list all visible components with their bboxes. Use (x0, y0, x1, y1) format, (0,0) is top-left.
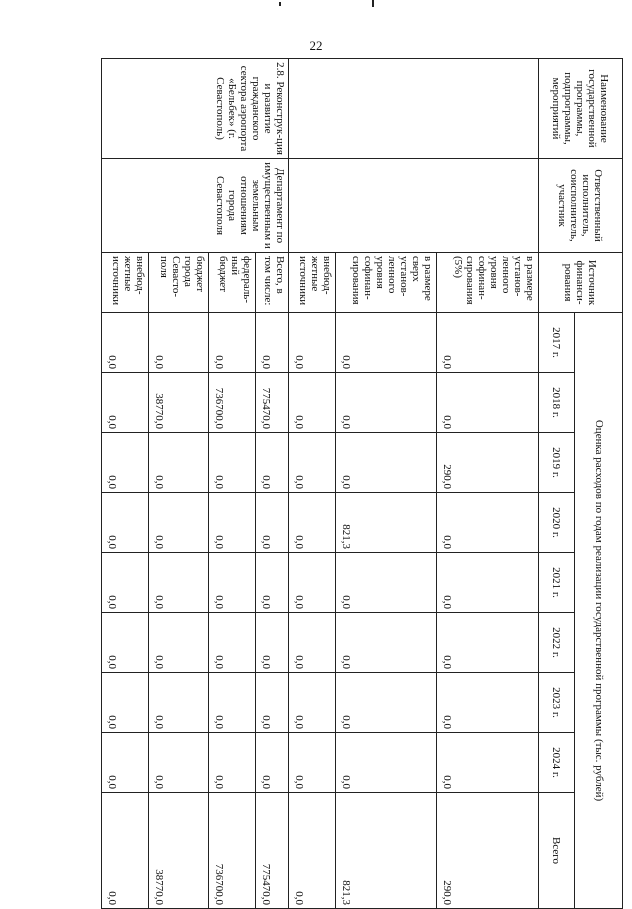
cell-total: 290,0 (437, 793, 538, 909)
header-year: 2019 г. (538, 433, 574, 493)
cell-value: 0,0 (335, 373, 436, 433)
header-year: 2020 г. (538, 493, 574, 553)
rotated-table-container (101, 58, 623, 906)
cell-value: 0,0 (148, 733, 208, 793)
cell-value: 0,0 (437, 553, 538, 613)
cell-value: 0,0 (437, 313, 538, 373)
cell-source: федераль-ный бюджет (209, 253, 256, 313)
cell-source: бюджет города Севасто-поля (148, 253, 208, 313)
header-year: 2017 г. (538, 313, 574, 373)
cell-value: 0,0 (255, 553, 288, 613)
cell-value: 0,0 (255, 673, 288, 733)
cell-value: 0,0 (437, 673, 538, 733)
cell-value: 821,3 (335, 493, 436, 553)
cell-value: 0,0 (335, 613, 436, 673)
cell-value: 0,0 (102, 553, 149, 613)
cell-value: 0,0 (148, 553, 208, 613)
cell-source: Всего, в том числе: (255, 253, 288, 313)
header-source: Источник финанси-рования (538, 253, 622, 313)
header-group-title: Оценка расходов по годам реализации государственной программы (тыс. рублей) (575, 313, 623, 909)
header-year: 2023 г. (538, 673, 574, 733)
header-year: 2021 г. (538, 553, 574, 613)
table-row (437, 59, 538, 909)
cell-source: внебюд-жетные источники (289, 253, 336, 313)
cell-value: 0,0 (289, 313, 336, 373)
cell-value: 0,0 (335, 673, 436, 733)
cell-value: 0,0 (102, 433, 149, 493)
cell-value: 0,0 (148, 673, 208, 733)
cell-value: 0,0 (255, 313, 288, 373)
activity-responsible: Департамент по имущественным и земельным отношениям города Севастополя (102, 159, 289, 253)
cell-value: 0,0 (255, 493, 288, 553)
cell-value: 0,0 (209, 613, 256, 673)
activity-name: 2.8. Реконструк-ция и развитие гражданского сектора аэропорта «Бельбек» (г. Севастополь) (102, 59, 289, 159)
cell-name-empty (289, 59, 539, 159)
cell-value: 0,0 (102, 373, 149, 433)
cell-value: 0,0 (437, 733, 538, 793)
cell-value: 0,0 (255, 433, 288, 493)
cell-value: 0,0 (335, 313, 436, 373)
cell-value: 0,0 (255, 733, 288, 793)
cell-total: 0,0 (102, 793, 149, 909)
cell-value: 0,0 (289, 673, 336, 733)
cell-total: 736700,0 (209, 793, 256, 909)
cell-value: 0,0 (209, 553, 256, 613)
cell-value: 0,0 (289, 373, 336, 433)
cell-value: 38770,0 (148, 373, 208, 433)
cell-value: 0,0 (209, 433, 256, 493)
cell-value: 0,0 (148, 613, 208, 673)
cell-value: 290,0 (437, 433, 538, 493)
cell-value: 0,0 (289, 433, 336, 493)
cell-source: в размере установ-ленного уровня софинан-сирования (5%) (437, 253, 538, 313)
cell-total: 821,3 (335, 793, 436, 909)
cell-value: 0,0 (102, 733, 149, 793)
header-year: 2024 г. (538, 733, 574, 793)
cell-value: 0,0 (102, 673, 149, 733)
cell-value: 0,0 (209, 673, 256, 733)
cell-value: 0,0 (335, 733, 436, 793)
cell-total: 775470,0 (255, 793, 288, 909)
table-row (255, 59, 288, 909)
cell-value: 0,0 (335, 553, 436, 613)
cell-value: 736700,0 (209, 373, 256, 433)
budget-table (101, 58, 623, 909)
cell-value: 0,0 (335, 433, 436, 493)
cell-source: внебюд-жетные источники (102, 253, 149, 313)
cell-value: 0,0 (148, 313, 208, 373)
cell-source: в размере сверх установ-ленного уровня софинан-сирования (335, 253, 436, 313)
header-total: Всего (538, 793, 574, 909)
cell-value: 0,0 (437, 613, 538, 673)
cell-value: 0,0 (289, 613, 336, 673)
header-year: 2018 г. (538, 373, 574, 433)
cell-responsible-empty (289, 159, 539, 253)
cell-value: 0,0 (148, 433, 208, 493)
cell-value: 0,0 (437, 373, 538, 433)
header-name: Наименование государственной программы, подпрограммы, мероприятий (538, 59, 622, 159)
scan-mark (372, 0, 374, 7)
cell-value: 0,0 (209, 313, 256, 373)
header-responsible: Ответственный исполнитель, соисполнитель, участник (538, 159, 622, 253)
cell-value: 0,0 (437, 493, 538, 553)
cell-value: 0,0 (102, 313, 149, 373)
cell-value: 0,0 (289, 493, 336, 553)
cell-value: 0,0 (148, 493, 208, 553)
cell-total: 38770,0 (148, 793, 208, 909)
cell-value: 0,0 (255, 613, 288, 673)
cell-value: 0,0 (289, 553, 336, 613)
page-number: 22 (309, 38, 323, 53)
header-year: 2022 г. (538, 613, 574, 673)
cell-value: 0,0 (209, 493, 256, 553)
cell-value: 0,0 (102, 493, 149, 553)
cell-value: 775470,0 (255, 373, 288, 433)
cell-value: 0,0 (289, 733, 336, 793)
cell-value: 0,0 (102, 613, 149, 673)
scan-mark (279, 2, 281, 6)
cell-total: 0,0 (289, 793, 336, 909)
cell-value: 0,0 (209, 733, 256, 793)
